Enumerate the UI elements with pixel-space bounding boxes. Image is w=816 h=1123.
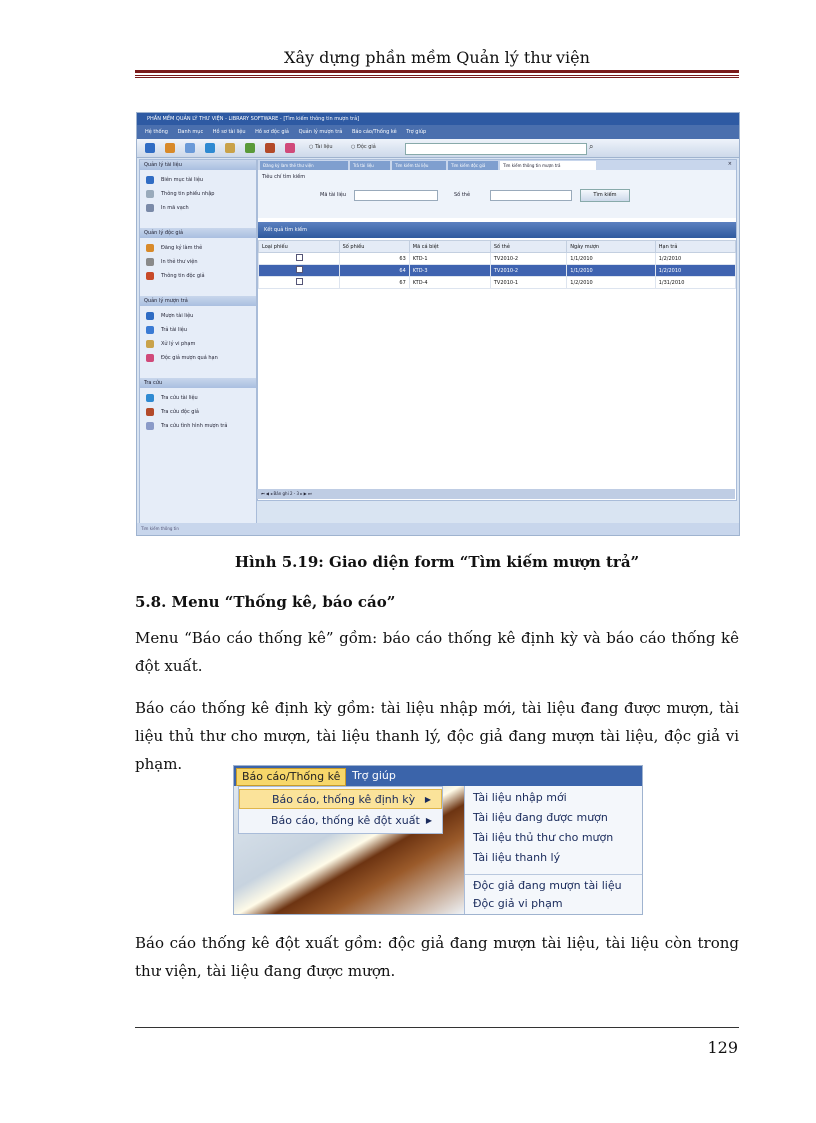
submenu-thanh-ly[interactable]: Tài liệu thanh lý — [473, 851, 561, 864]
page-number: 129 — [707, 1038, 738, 1057]
menu-ho-so-tai-lieu[interactable]: Hồ sơ tài liệu — [212, 129, 246, 135]
main-panel — [257, 159, 737, 501]
tag-icon[interactable] — [185, 143, 195, 153]
book-return-icon — [146, 326, 154, 334]
tab-strip — [258, 160, 736, 170]
chart-icon — [146, 422, 154, 430]
results-grid — [258, 240, 736, 289]
book-icon — [146, 312, 154, 320]
nav-in-ma-vach[interactable]: In mã vạch — [146, 202, 189, 214]
running-header: Xây dựng phần mềm Quản lý thư viện — [284, 48, 590, 67]
submenu-tai-lieu-dang-muon[interactable]: Tài liệu đang được mượn — [473, 811, 608, 824]
user-icon — [146, 244, 154, 252]
tab-tim-muon-tra[interactable]: Tìm kiếm thông tin mượn trả — [500, 161, 596, 170]
calendar-icon — [146, 354, 154, 362]
menu-item-dot-xuat[interactable]: Báo cáo, thống kê đột xuất ▶ — [239, 811, 442, 831]
submenu-doc-gia-dang-muon[interactable]: Độc giả đang mượn tài liệu — [473, 879, 622, 892]
tab-tim-tai-lieu[interactable]: Tìm kiếm tài liệu — [392, 161, 446, 170]
group-tra-cuu[interactable]: Tra cứu — [140, 378, 256, 388]
status-bar: Tìm kiếm thông tin — [137, 523, 739, 535]
nav-xu-ly-vi-pham[interactable]: Xử lý vi phạm — [146, 338, 195, 350]
table-row[interactable]: 67 KTD-4 TV2010-1 1/2/2010 1/31/2010 — [259, 277, 736, 289]
col-han-tra[interactable]: Hạn trả — [655, 241, 735, 253]
search-criteria-panel — [258, 170, 736, 218]
menu-bao-cao-thong-ke[interactable]: Báo cáo/Thống kê — [236, 768, 346, 786]
nav-tra-tai-lieu[interactable]: Trả tài liệu — [146, 324, 187, 336]
so-the-input[interactable] — [490, 190, 572, 201]
document-icon — [146, 190, 154, 198]
nav-thong-tin-doc-gia[interactable]: Thông tin độc giả — [146, 270, 205, 282]
group-quan-ly-muon-tra[interactable]: Quản lý mượn trả — [140, 296, 256, 306]
report-icon[interactable] — [265, 143, 275, 153]
nav-phieu-nhap[interactable]: Thông tin phiếu nhập — [146, 188, 214, 200]
report-submenu — [464, 786, 643, 914]
window-title: PHẦN MỀM QUẢN LÝ THƯ VIỆN - LIBRARY SOFTWARE - [Tìm kiếm thông tin mượn trả] — [137, 113, 739, 125]
nav-in-the[interactable]: In thẻ thư viện — [146, 256, 198, 268]
ma-tai-lieu-input[interactable] — [354, 190, 438, 201]
nav-tra-cuu-muon-tra[interactable]: Tra cứu tình hình mượn trả — [146, 420, 227, 432]
library-app-screenshot — [136, 112, 740, 536]
tab-dang-ky-the[interactable]: Đăng ký làm thẻ thư viện — [260, 161, 348, 170]
submenu-arrow-icon: ▶ — [425, 816, 432, 825]
nav-dang-ky-the[interactable]: Đăng ký làm thẻ — [146, 242, 202, 254]
group-quan-ly-tai-lieu[interactable]: Quản lý tài liệu — [140, 160, 256, 170]
col-so-the[interactable]: Số thẻ — [490, 241, 566, 253]
record-navigator[interactable]: ⏮ ◀ ◂ Bản ghi 2 - 3 ▸ ▶ ⏭ — [257, 489, 735, 499]
submenu-tai-lieu-nhap-moi[interactable]: Tài liệu nhập mới — [473, 791, 567, 804]
user-search-icon — [146, 408, 154, 416]
book-icon[interactable] — [145, 143, 155, 153]
label-so-the: Số thẻ — [454, 192, 471, 198]
row-checkbox[interactable] — [296, 278, 303, 285]
header-rule-thick — [135, 70, 739, 73]
section-heading: 5.8. Menu “Thống kê, báo cáo” — [135, 593, 396, 611]
menu-tro-giup[interactable]: Trợ giúp — [352, 769, 396, 782]
col-ma-ca-biet[interactable]: Mã cá biệt — [409, 241, 490, 253]
col-so-phieu[interactable]: Số phiếu — [339, 241, 409, 253]
users-icon — [146, 272, 154, 280]
submenu-thu-thu-cho-muon[interactable]: Tài liệu thủ thư cho mượn — [473, 831, 614, 844]
table-row-selected[interactable]: 64 KTD-3 TV2010-2 1/1/2010 1/2/2010 — [259, 265, 736, 277]
paragraph-3: Báo cáo thống kê đột xuất gồm: độc giả đang mượn tài liệu, tài liệu còn trong thư viện, tài liệu đang được mượn. — [135, 934, 739, 980]
menu-danh-muc[interactable]: Danh mục — [177, 129, 204, 135]
report-dropdown — [238, 786, 443, 834]
tab-tim-doc-gia[interactable]: Tìm kiếm độc giả — [448, 161, 498, 170]
row-checkbox[interactable] — [296, 254, 303, 261]
refresh-icon[interactable] — [205, 143, 215, 153]
footer-rule — [135, 1027, 739, 1028]
warning-icon — [146, 340, 154, 348]
nav-muon-qua-han[interactable]: Độc giả mượn quá hạn — [146, 352, 218, 364]
app-menubar — [137, 125, 739, 139]
users-icon[interactable] — [245, 143, 255, 153]
nav-bien-muc[interactable]: Biên mục tài liệu — [146, 174, 203, 186]
book-icon — [146, 176, 154, 184]
criteria-title: Tiêu chí tìm kiếm — [262, 174, 306, 180]
nav-tra-cuu-tai-lieu[interactable]: Tra cứu tài liệu — [146, 392, 198, 404]
menubar — [234, 766, 642, 786]
group-quan-ly-doc-gia[interactable]: Quản lý độc giả — [140, 228, 256, 238]
menu-he-thong[interactable]: Hệ thống — [145, 129, 168, 135]
header-rule-thin-2 — [135, 77, 739, 78]
nav-tra-cuu-doc-gia[interactable]: Tra cứu độc giả — [146, 406, 199, 418]
radio-tai-lieu[interactable]: ○ Tài liệu — [309, 144, 333, 150]
nav-muon-tai-lieu[interactable]: Mượn tài liệu — [146, 310, 193, 322]
search-input[interactable] — [405, 143, 587, 155]
submenu-doc-gia-vi-pham[interactable]: Độc giả vi phạm — [473, 897, 563, 910]
edit-icon[interactable] — [165, 143, 175, 153]
col-ngay-muon[interactable]: Ngày mượn — [567, 241, 655, 253]
results-header: Kết quả tìm kiếm — [258, 222, 736, 238]
figure-caption: Hình 5.19: Giao diện form “Tìm kiếm mượn trả” — [234, 553, 640, 571]
search-icon[interactable]: ⌕ — [589, 142, 594, 151]
user-icon[interactable] — [225, 143, 235, 153]
printer-icon — [146, 258, 154, 266]
menu-bao-cao[interactable]: Báo cáo/Thống kê — [351, 129, 397, 135]
left-navigation-panel — [139, 159, 257, 527]
tab-tra-tai-lieu[interactable]: Trả tài liệu — [350, 161, 390, 170]
search-icon — [146, 394, 154, 402]
submenu-arrow-icon: ▶ — [424, 795, 431, 804]
row-checkbox[interactable] — [296, 266, 303, 273]
menu-quan-ly-muon-tra[interactable]: Quản lý mượn trả — [298, 129, 343, 135]
col-loai-phieu[interactable]: Loại phiếu — [259, 241, 340, 253]
menu-item-dinh-ky[interactable]: Báo cáo, thống kê định kỳ ▶ — [239, 789, 442, 809]
barcode-icon — [146, 204, 154, 212]
paragraph-1: Menu “Báo cáo thống kê” gồm: báo cáo thống kê định kỳ và báo cáo thống kê đột xuất. — [135, 629, 739, 675]
table-row[interactable]: 63 KTD-1 TV2010-2 1/1/2010 1/2/2010 — [259, 253, 736, 265]
radio-doc-gia[interactable]: ○ Độc giả — [351, 144, 376, 150]
menu-ho-so-doc-gia[interactable]: Hồ sơ độc giả — [255, 129, 289, 135]
toolbar — [137, 139, 739, 158]
report-menu-screenshot — [233, 765, 643, 915]
calendar-icon[interactable] — [285, 143, 295, 153]
grid-header-row — [259, 241, 736, 253]
close-icon[interactable]: × — [727, 161, 732, 167]
search-button[interactable]: Tìm kiếm — [580, 189, 630, 202]
label-ma-tai-lieu: Mã tài liệu — [320, 192, 346, 198]
menu-separator — [465, 874, 643, 875]
menu-tro-giup[interactable]: Trợ giúp — [406, 129, 427, 135]
paragraph-2: Báo cáo thống kê định kỳ gồm: tài liệu nhập mới, tài liệu đang được mượn, tài liệu thủ thư cho mượn, tài liệu thanh lý, độc giả đang mượn tài liệu, độc giả vi phạm. — [135, 699, 739, 773]
header-rule-thin — [135, 75, 739, 76]
